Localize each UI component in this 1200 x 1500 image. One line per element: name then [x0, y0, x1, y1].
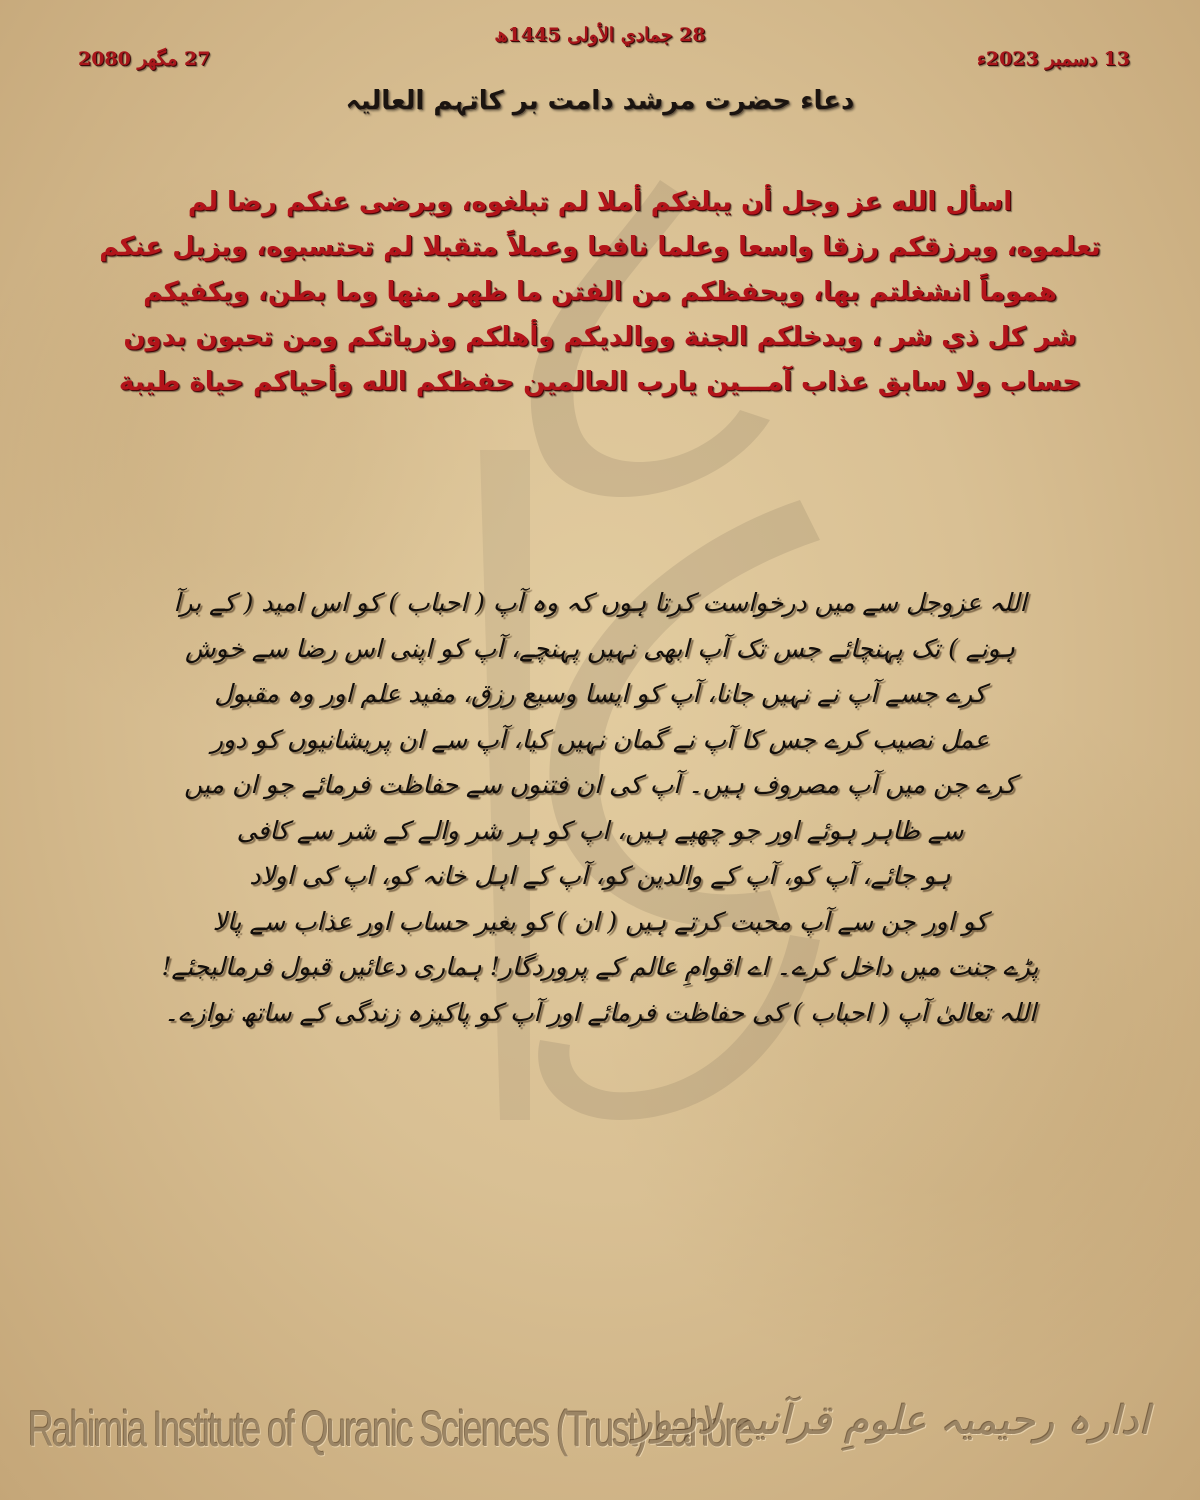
- institute-name-urdu-logo: ادارہ رحیمیہ علومِ قرآنیہ لاہور: [633, 1398, 1150, 1444]
- page-title: دعاء حضرت مرشد دامت بر کاتہم العالیہ: [345, 86, 855, 116]
- arabic-line: تعلموه، ويرزقكم رزقا واسعا وعلما نافعا وعملاً متقبلا لم تحتسبوه، ويزيل عنكم: [99, 232, 1101, 262]
- arabic-line: هموماً انشغلتم بها، ويحفظكم من الفتن ما ظهر منها وما بطن، ويكفيكم: [143, 277, 1057, 307]
- urdu-line: عمل نصیب کرے جس کا آپ نے گمان نہیں کیا، آپ سے ان پریشانیوں کو دور: [210, 724, 990, 754]
- bikrami-date: 27 مگھر 2080: [78, 48, 211, 70]
- urdu-translation: [140, 580, 1060, 1035]
- urdu-line: ہو جائے، آپ کو، آپ کے والدین کو، آپ کے اہل خانہ کو، اپ کی اولاد: [249, 861, 951, 890]
- urdu-line: کرے جن میں آپ مصروف ہیں۔ آپ کی ان فتنوں سے حفاظت فرمائے جو ان میں: [184, 770, 1016, 799]
- arabic-line: حساب ولا سابق عذاب آمـــين يارب العالمين حفظكم الله وأحياكم حياة طيبة: [118, 367, 1082, 397]
- gregorian-date: 13 دسمبر 2023ء: [976, 48, 1130, 70]
- arabic-line: شر كل ذي شر ، ويدخلكم الجنة ووالديكم وأهلكم وذرياتكم ومن تحبون بدون: [123, 322, 1077, 352]
- urdu-line: اللہ عزوجل سے میں درخواست کرتا ہوں کہ وہ آپ ( احباب ) کو اس امید ( کے برآ: [173, 588, 1027, 617]
- hijri-date: 28 جمادي الأولى 1445ھ: [494, 24, 706, 46]
- arabic-dua: [90, 180, 1110, 405]
- urdu-line: سے ظاہر ہوئے اور جو چھپے ہیں، اپ کو ہر شر والے کے شر سے کافی: [236, 815, 964, 845]
- urdu-line: کو اور جن سے آپ محبت کرتے ہیں ( ان ) کو بغیر حساب اور عذاب سے پالا: [212, 906, 988, 936]
- urdu-line: پڑے جنت میں داخل کرے۔ اے اقوامِ عالم کے پروردگار! ہماری دعائیں قبول فرمالیجئے!: [161, 952, 1039, 981]
- institute-name-english: Rahimia Institute of Quranic Sciences (Trust) Lahore: [28, 1401, 753, 1457]
- arabic-line: اسأل الله عز وجل أن يبلغكم أملا لم تبلغوه، ويرضى عنكم رضا لم: [187, 187, 1013, 217]
- urdu-line: کرے جسے آپ نے نہیں جانا، آپ کو ایسا وسیع رزق، مفید علم اور وہ مقبول: [214, 679, 986, 708]
- urdu-line: اللہ تعالیٰ آپ ( احباب ) کی حفاظت فرمائے اور آپ کو پاکیزہ زندگی کے ساتھ نوازے۔: [164, 997, 1036, 1027]
- urdu-line: ہونے ) تک پہنچائے جس تک آپ ابھی نہیں پہنچے، آپ کو اپنی اس رضا سے خوش: [185, 633, 1015, 663]
